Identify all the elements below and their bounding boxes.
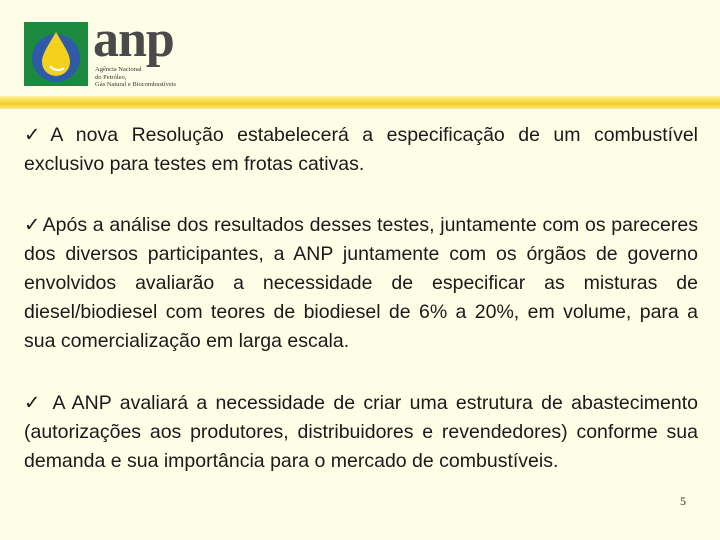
agency-name-line: do Petróleo, xyxy=(95,73,127,81)
header xyxy=(0,0,720,100)
bullet-paragraph xyxy=(24,210,698,356)
bullet-paragraph xyxy=(24,120,698,178)
brand-block xyxy=(93,11,177,89)
checkmark-icon: ✓ xyxy=(24,123,49,146)
bullet-text: A ANP avaliará a necessidade de criar uma estrutura de abastecimento (autorizações aos produtores, distribuidores e revendedores) conforme sua demanda e sua importância para o mercado de combustíveis. xyxy=(24,392,698,472)
header-divider-band xyxy=(0,96,720,109)
agency-name-line: Agência Nacional xyxy=(95,66,142,73)
page-number: 5 xyxy=(680,494,686,508)
anp-emblem-icon xyxy=(24,22,88,86)
bullet-text: A nova Resolução estabelecerá a especificação de um combustível exclusivo para testes em frotas cativas. xyxy=(24,124,699,175)
agency-name-line: Gás Natural e Biocombustíveis xyxy=(95,81,177,88)
logo-wordmark: anp xyxy=(93,11,174,68)
checkmark-icon: ✓ xyxy=(24,391,44,414)
bullet-paragraph xyxy=(24,388,698,476)
checkmark-icon: ✓ xyxy=(24,213,41,236)
slide-body xyxy=(24,120,698,476)
bullet-text: Após a análise dos resultados desses testes, juntamente com os pareceres dos diversos participantes, a ANP juntamente com os órgãos de governo envolvidos avaliarão a necessidade de especificar as misturas de diesel/biodiesel com teores de biodiesel de 6% a 20%, em volume, para a sua comercialização em larga escala. xyxy=(24,214,698,352)
